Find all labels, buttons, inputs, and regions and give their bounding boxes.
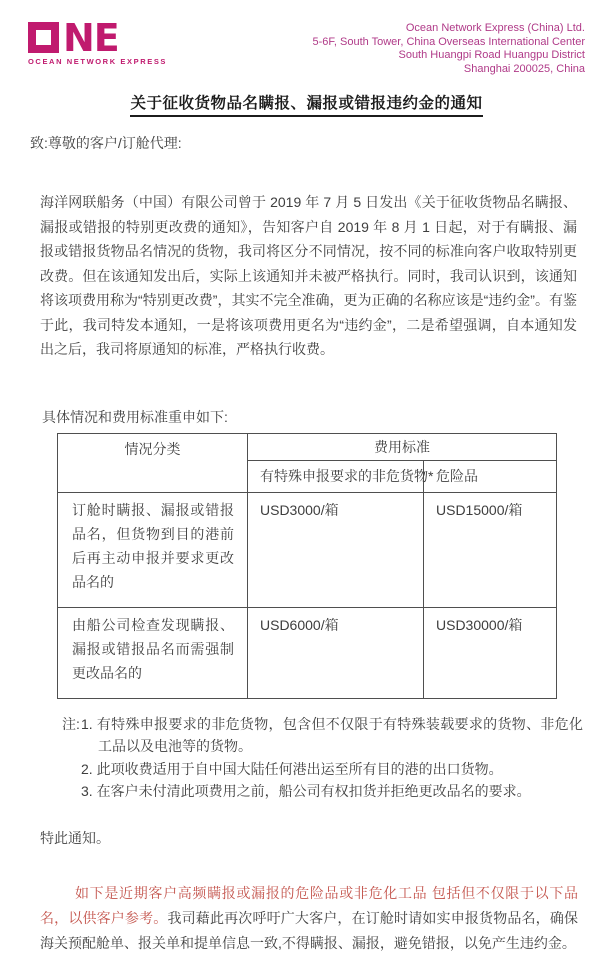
address-line-1: Ocean Network Express (China) Ltd. <box>405 22 585 34</box>
one-logo-tagline: OCEAN NETWORK EXPRESS <box>28 57 168 66</box>
company-address <box>312 22 585 76</box>
list-item: 3. 在客户未付清此项费用之前，船公司有权扣货并拒绝更改品名的要求。 <box>81 783 531 799</box>
row2-category: 由船公司检查发现瞒报、漏报或错报品名而需强制更改品名的 <box>58 607 248 698</box>
address-line-3: South Huangpi Road Huangpu District <box>398 49 585 61</box>
row1-category: 订舱时瞒报、漏报或错报品名，但货物到目的港前后再主动申报并要求更改品名的 <box>58 492 248 607</box>
header-cell-category: 情况分类 <box>58 433 248 492</box>
final-paragraph-warning-red: 如下是近期客户高频瞒报或漏报的危险品或非危化工品 包括但不仅限于以下品名，以供客户参考。 <box>40 884 578 926</box>
final-paragraph <box>40 881 578 956</box>
header-cell-non-dg: 有特殊申报要求的非危货物* <box>248 460 424 492</box>
fee-standard-table <box>57 433 557 699</box>
one-logo-wordmark <box>28 16 178 60</box>
row2-non-dg-fee: USD6000/箱 <box>248 607 424 698</box>
notes-section <box>62 713 583 803</box>
intro-paragraph: 海洋网联船务（中国）有限公司曾于 2019 年 7 月 5 日发出《关于征收货物品名瞒报、漏报或错报的特别更改费的通知》，告知客户自 2019 年 8 月 1 日起，对于有瞒报、漏报或错报货物品名情况的货物，我司将区分不同情况，按不同的标准向客户收取特别更改费。但在该通知发出后，实际上该通知并未被严格执行。同时，我司认识到，该通知将该项费用称为“特别更改费”，其实不完全准确，更为正确的名称应该是“违约金”。有鉴于此，我司特发本通知，一是将该项费用更名为“违约金”，二是希望强调，自本通知发出之后，我司将原通知的标准，严格执行收费。 <box>40 194 577 357</box>
table-row <box>58 607 557 698</box>
title-container <box>0 91 613 117</box>
row1-dg-fee: USD15000/箱 <box>424 492 557 607</box>
header-cell-dg: 危险品 <box>424 460 557 492</box>
row1-non-dg-fee: USD3000/箱 <box>248 492 424 607</box>
table-intro: 具体情况和费用标准重申如下: <box>42 408 228 425</box>
one-logo-letters: NE <box>63 16 119 60</box>
closing-statement: 特此通知。 <box>40 829 110 846</box>
list-item: 1. 有特殊申报要求的非危货物，包含但不仅限于有特殊装载要求的货物、非危化工品以及电池等的货物。 <box>81 715 583 754</box>
address-line-4: Shanghai 200025, China <box>463 62 585 75</box>
document-header <box>0 16 613 78</box>
address-line-2: 5-6F, South Tower, China Overseas International Center <box>312 35 585 48</box>
one-logo-square-o-icon <box>28 22 59 53</box>
table-header-row-1 <box>58 433 557 460</box>
list-item: 2. 此项收费适用于自中国大陆任何港出运至所有目的港的出口货物。 <box>81 760 503 777</box>
one-logo <box>28 16 178 66</box>
final-paragraph-body: 我司藉此再次呼吁广大客户，在订舱时请如实申报货物品名，确保海关预配舱单、报关单和提单信息一致,不得瞒报、漏报，避免错报，以免产生违约金。 <box>40 909 579 951</box>
notes-list <box>81 713 583 803</box>
notes-label: 注: <box>62 715 80 732</box>
header-cell-fee-standard: 费用标准 <box>248 433 557 460</box>
document-title: 关于征收货物品名瞒报、漏报或错报违约金的通知 <box>130 91 482 117</box>
salutation: 致:尊敬的客户/订舱代理: <box>30 135 182 151</box>
table-row <box>58 492 557 607</box>
row2-dg-fee: USD30000/箱 <box>424 607 557 698</box>
